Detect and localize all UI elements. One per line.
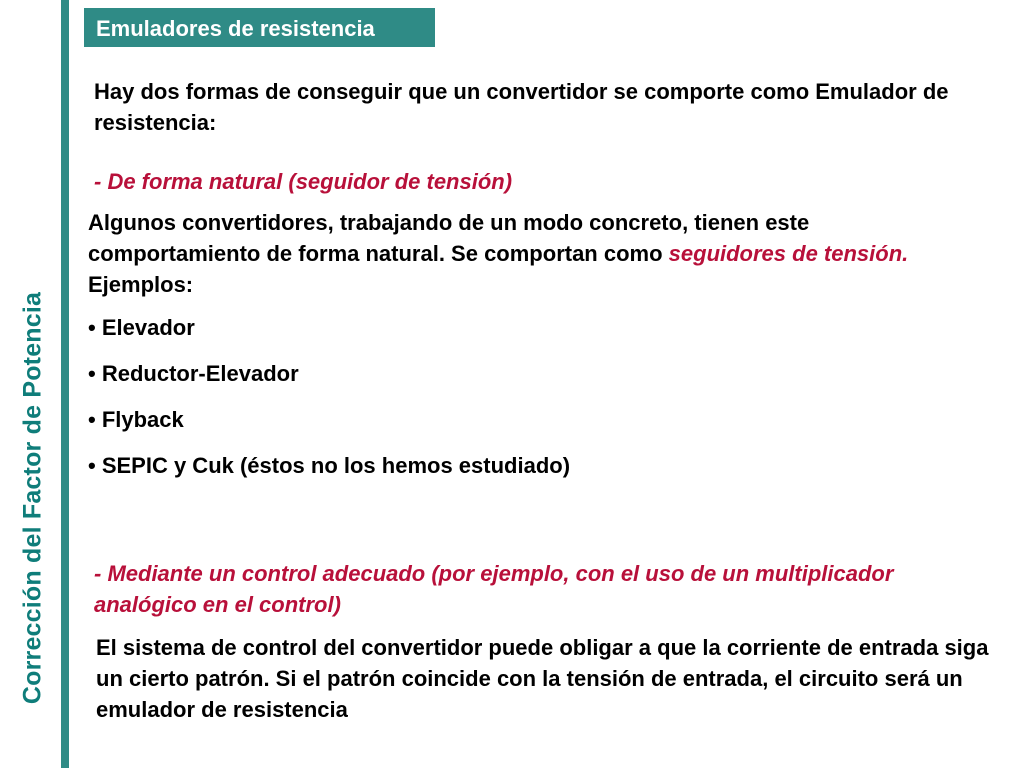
section2-heading: - Mediante un control adecuado (por ejemplo, con el uso de un multiplicador analógico en el control): [94, 561, 894, 617]
list-item: [88, 358, 570, 404]
examples-list: [88, 312, 570, 496]
list-item: [88, 404, 570, 450]
intro-text: Hay dos formas de conseguir que un convertidor se comporte como Emulador de resistencia:: [94, 79, 949, 135]
section1-paragraph-part2: Ejemplos:: [88, 272, 194, 297]
section1-paragraph-part1: Algunos convertidores, trabajando de un modo concreto, tienen este comportamiento de forma natural. Se comportan como: [88, 210, 810, 266]
list-item-label: SEPIC y Cuk (éstos no los hemos estudiado): [101, 453, 571, 478]
section1-paragraph: [88, 207, 968, 300]
list-item: [88, 450, 570, 496]
section1-heading: - De forma natural (seguidor de tensión): [94, 169, 513, 194]
slide-title: Emuladores de resistencia: [84, 8, 435, 47]
list-item-label: Flyback: [101, 407, 184, 432]
bullet-icon: •: [88, 407, 96, 432]
section1-highlight: seguidores de tensión.: [668, 241, 909, 266]
list-item-label: Elevador: [101, 315, 195, 340]
bullet-icon: •: [88, 453, 96, 478]
bullet-icon: •: [88, 315, 96, 340]
bullet-icon: •: [88, 361, 96, 386]
section2-paragraph: El sistema de control del convertidor puede obligar a que la corriente de entrada siga un cierto patrón. Si el patrón coincide con la tensión de entrada, el circuito será un emulador de resistencia: [96, 635, 989, 722]
list-item: [88, 312, 570, 358]
sidebar-title: Corrección del Factor de Potencia: [18, 291, 47, 705]
list-item-label: Reductor-Elevador: [101, 361, 299, 386]
sidebar-accent-bar: [61, 0, 69, 768]
